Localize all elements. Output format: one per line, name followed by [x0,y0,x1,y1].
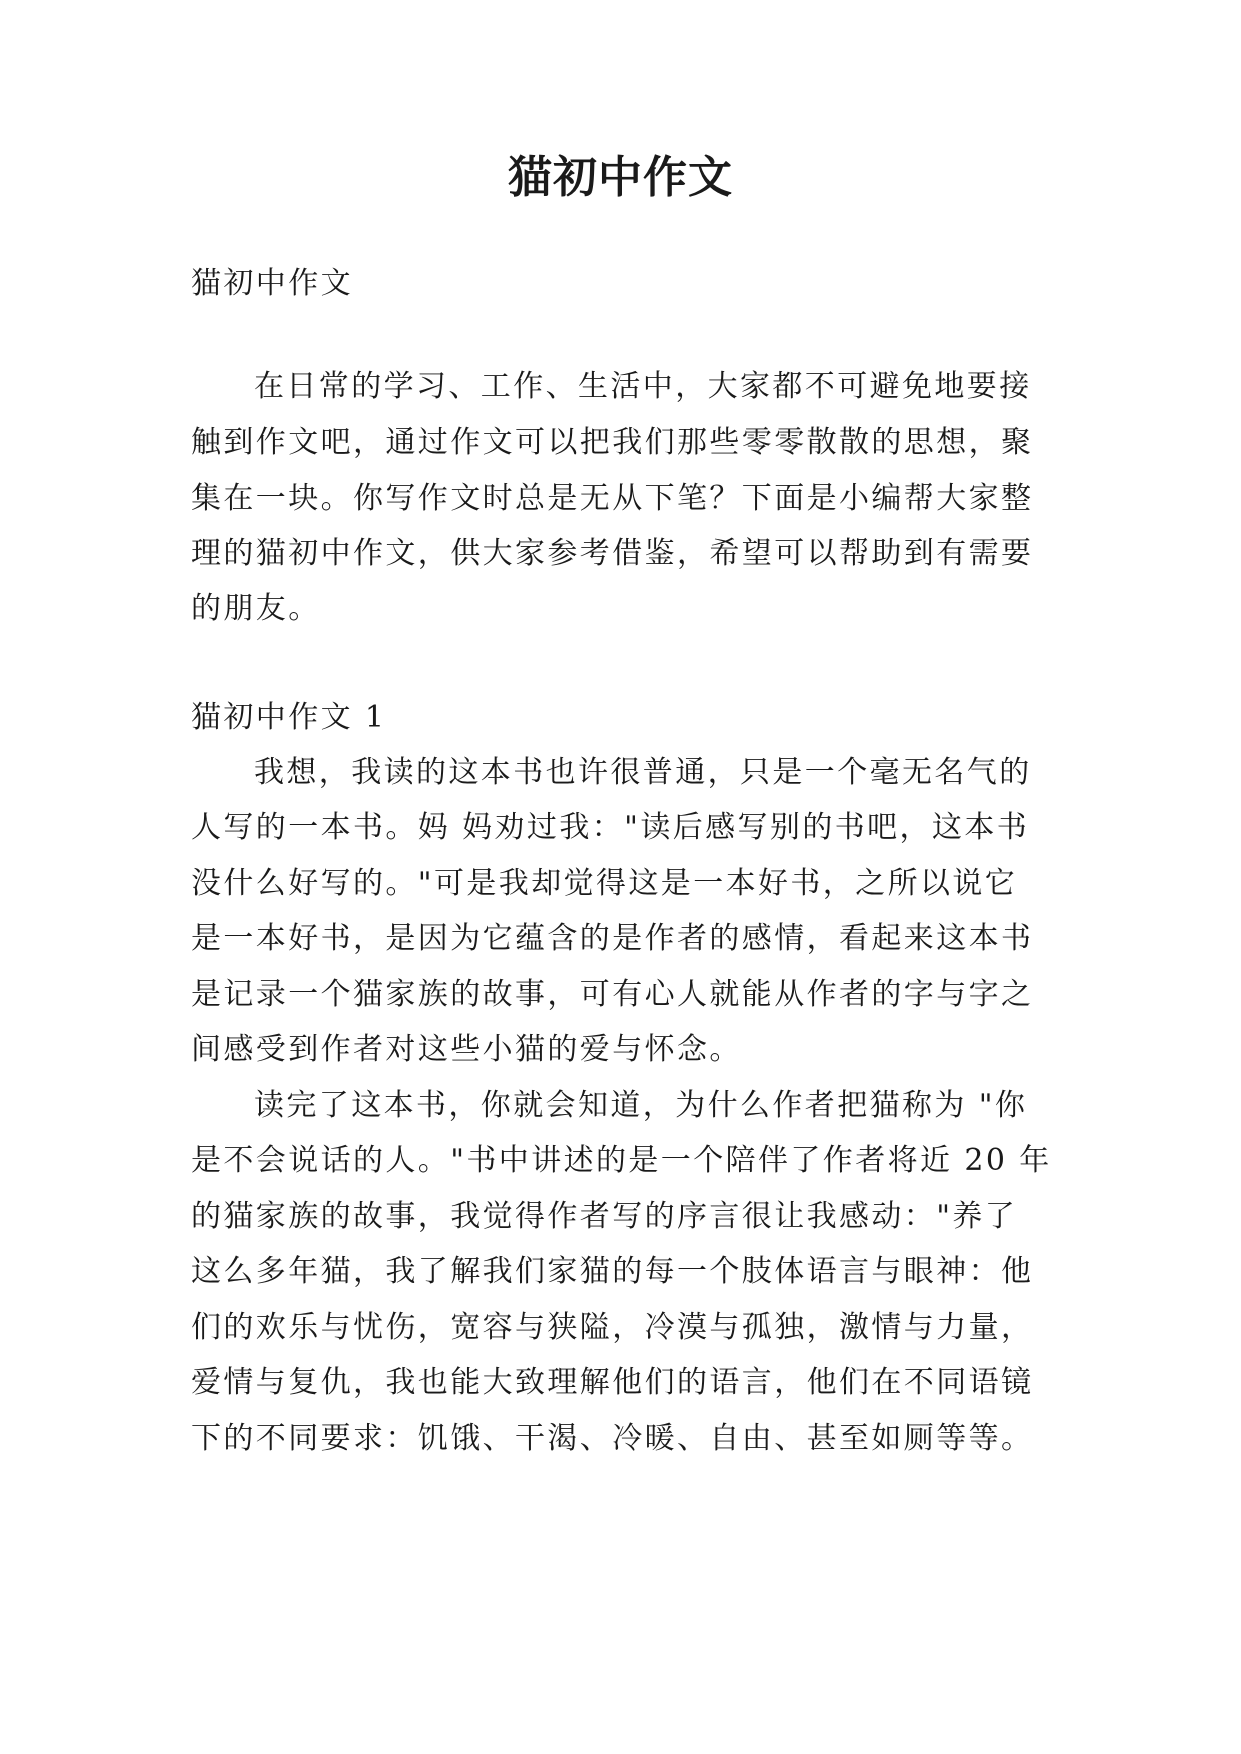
paragraph-line: 间感受到作者对这些小猫的爱与怀念。 [191,1032,742,1067]
paragraph-line: 是不会说话的人。"书中讲述的是一个陪伴了作者将近 20 年 [191,1143,1052,1178]
paragraph-line: 们的欢乐与忧伤，宽容与狭隘，冷漠与孤独，激情与力量， [191,1310,1034,1345]
paragraph-line: 爱情与复仇，我也能大致理解他们的语言，他们在不同语镜 [191,1365,1034,1400]
paragraph-line: 人写的一本书。妈 妈劝过我："读后感写别的书吧，这本书 [191,810,1030,845]
intro-line: 理的猫初中作文，供大家参考借鉴，希望可以帮助到有需要 [191,536,1034,571]
intro-line: 的朋友。 [191,591,321,626]
intro-line: 触到作文吧，通过作文可以把我们那些零零散散的思想，聚 [191,425,1034,460]
paragraph-line: 没什么好写的。"可是我却觉得这是一本好书，之所以说它 [191,866,1018,901]
paragraph-line: 是一本好书，是因为它蕴含的是作者的感情，看起来这本书 [191,921,1034,956]
paragraph-line: 是记录一个猫家族的故事，可有心人就能从作者的字与字之 [191,977,1034,1012]
page-title: 猫初中作文 [508,152,733,203]
paragraph-line: 读完了这本书，你就会知道，为什么作者把猫称为 "你 [254,1088,1028,1123]
intro-line: 在日常的学习、工作、生活中，大家都不可避免地要接 [254,369,1032,404]
section-heading: 猫初中作文 1 [191,700,387,735]
intro-line: 集在一块。你写作文时总是无从下笔？下面是小编帮大家整 [191,481,1034,516]
paragraph-line: 的猫家族的故事，我觉得作者写的序言很让我感动："养了 [191,1199,1018,1234]
document-subtitle: 猫初中作文 [191,266,353,301]
paragraph-line: 我想，我读的这本书也许很普通，只是一个毫无名气的 [254,755,1032,790]
paragraph-line: 下的不同要求：饥饿、干渴、冷暖、自由、甚至如厕等等。 [191,1421,1034,1456]
paragraph-line: 这么多年猫，我了解我们家猫的每一个肢体语言与眼神：他 [191,1254,1034,1289]
